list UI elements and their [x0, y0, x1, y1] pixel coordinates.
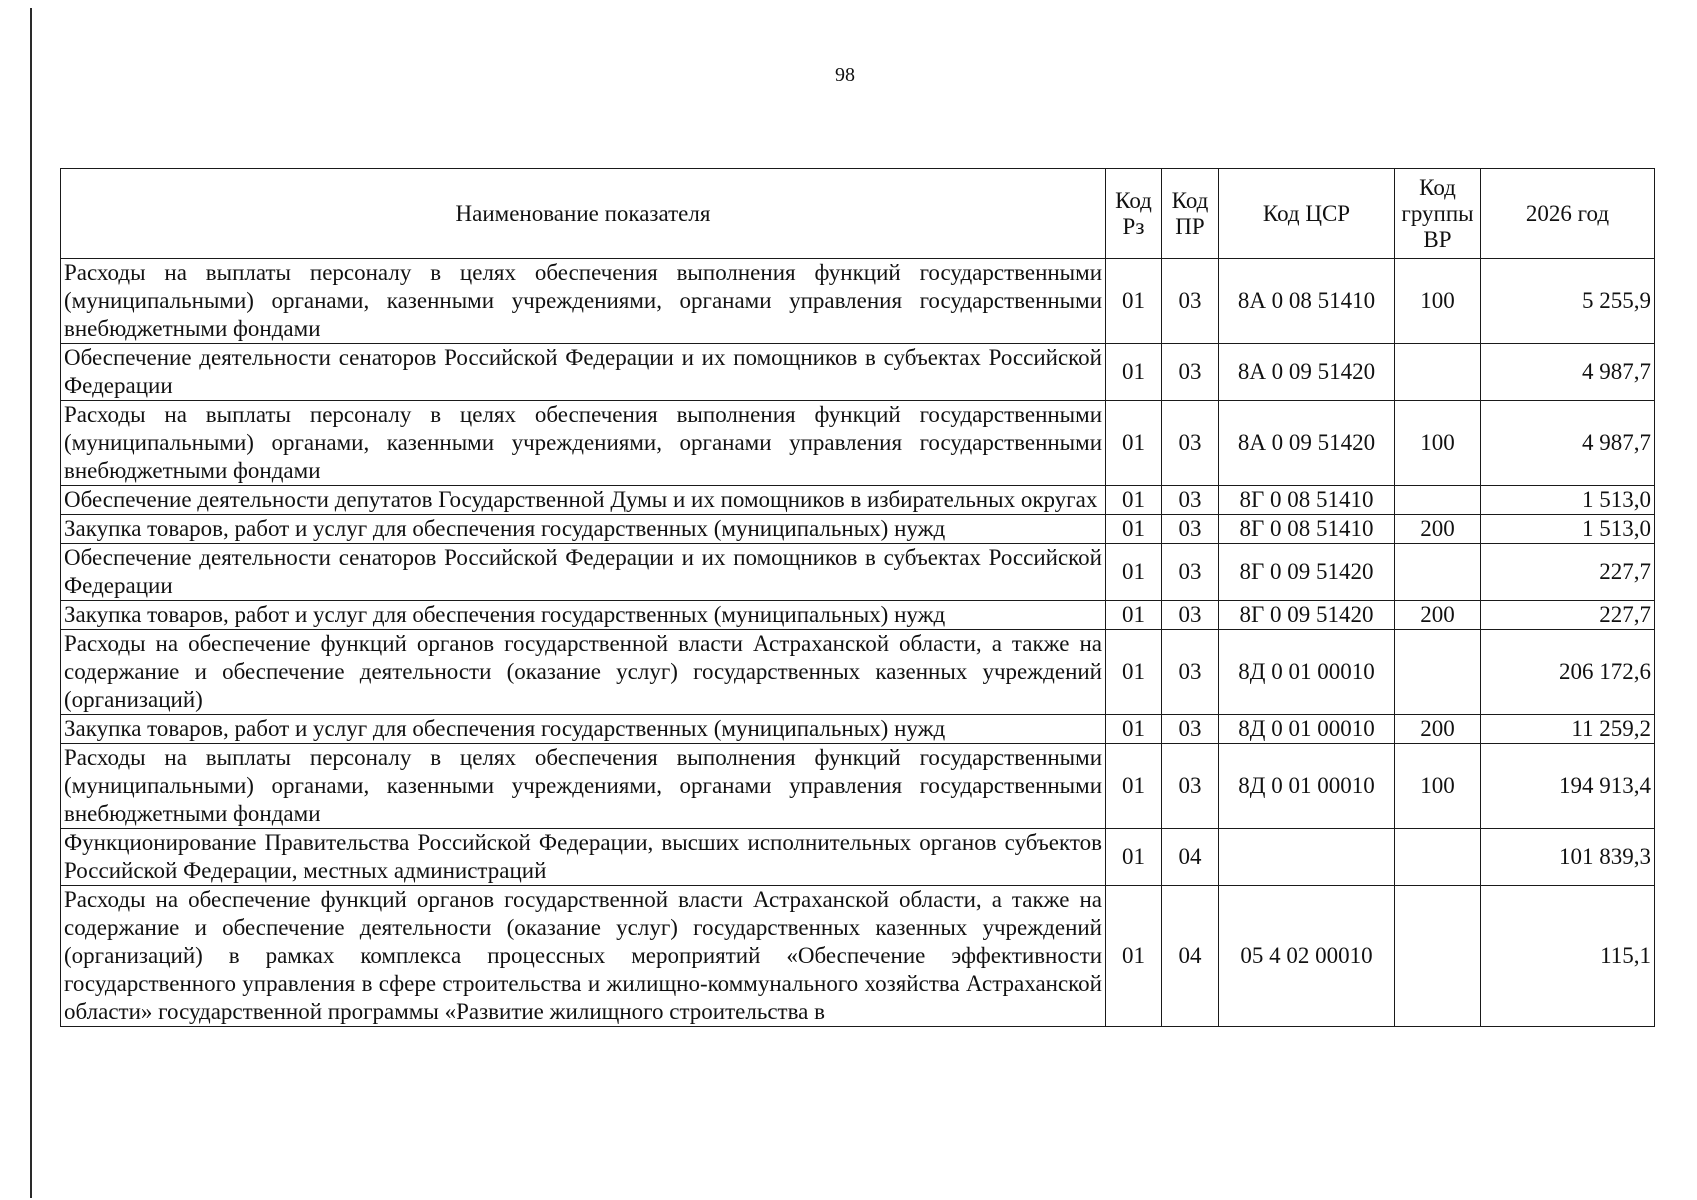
cell-sum: 1 513,0 [1481, 486, 1655, 515]
table-row [61, 744, 1655, 829]
cell-rz: 01 [1106, 630, 1162, 715]
cell-csr: 8А 0 09 51420 [1219, 401, 1395, 486]
table-row [61, 515, 1655, 544]
cell-vr: 100 [1395, 259, 1481, 344]
cell-pr: 03 [1162, 344, 1219, 401]
cell-sum: 206 172,6 [1481, 630, 1655, 715]
cell-name: Обеспечение деятельности сенаторов Российской Федерации и их помощников в субъектах Российской Федерации [61, 544, 1106, 601]
cell-pr: 04 [1162, 886, 1219, 1027]
cell-rz: 01 [1106, 744, 1162, 829]
cell-csr: 8Г 0 09 51420 [1219, 601, 1395, 630]
cell-name: Закупка товаров, работ и услуг для обеспечения государственных (муниципальных) нужд [61, 715, 1106, 744]
cell-name: Функционирование Правительства Российской Федерации, высших исполнительных органов субъектов Российской Федерации, местных администраций [61, 829, 1106, 886]
cell-pr: 03 [1162, 259, 1219, 344]
cell-rz: 01 [1106, 259, 1162, 344]
cell-sum: 115,1 [1481, 886, 1655, 1027]
cell-pr: 03 [1162, 715, 1219, 744]
table-row [61, 886, 1655, 1027]
cell-sum: 1 513,0 [1481, 515, 1655, 544]
cell-sum: 4 987,7 [1481, 401, 1655, 486]
cell-vr [1395, 630, 1481, 715]
cell-name: Обеспечение деятельности депутатов Государственной Думы и их помощников в избирательных округах [61, 486, 1106, 515]
cell-name: Расходы на выплаты персоналу в целях обеспечения выполнения функций государственными (муниципальными) органами, казенными учреждениями, органами управления государственными внебюджетными фондами [61, 401, 1106, 486]
table-row [61, 486, 1655, 515]
cell-csr: 8Д 0 01 00010 [1219, 630, 1395, 715]
table-row [61, 630, 1655, 715]
cell-vr [1395, 886, 1481, 1027]
cell-csr: 8Д 0 01 00010 [1219, 744, 1395, 829]
cell-vr: 200 [1395, 515, 1481, 544]
table-row [61, 401, 1655, 486]
cell-name: Расходы на обеспечение функций органов государственной власти Астраханской области, а также на содержание и обеспечение деятельности (оказание услуг) государственных казенных учреждений (организаций) [61, 630, 1106, 715]
header-rz: Код Рз [1106, 169, 1162, 259]
table-row [61, 544, 1655, 601]
cell-pr: 03 [1162, 401, 1219, 486]
cell-pr: 03 [1162, 601, 1219, 630]
cell-rz: 01 [1106, 515, 1162, 544]
cell-rz: 01 [1106, 486, 1162, 515]
cell-pr: 03 [1162, 544, 1219, 601]
cell-sum: 5 255,9 [1481, 259, 1655, 344]
table-header-row [61, 169, 1655, 259]
cell-vr [1395, 829, 1481, 886]
cell-sum: 227,7 [1481, 601, 1655, 630]
cell-vr: 100 [1395, 744, 1481, 829]
cell-csr: 8А 0 08 51410 [1219, 259, 1395, 344]
cell-sum: 227,7 [1481, 544, 1655, 601]
cell-sum: 194 913,4 [1481, 744, 1655, 829]
cell-vr: 200 [1395, 601, 1481, 630]
header-pr: Код ПР [1162, 169, 1219, 259]
cell-csr: 05 4 02 00010 [1219, 886, 1395, 1027]
cell-csr: 8А 0 09 51420 [1219, 344, 1395, 401]
cell-csr: 8Г 0 08 51410 [1219, 515, 1395, 544]
cell-name: Закупка товаров, работ и услуг для обеспечения государственных (муниципальных) нужд [61, 515, 1106, 544]
cell-rz: 01 [1106, 829, 1162, 886]
cell-name: Расходы на выплаты персоналу в целях обеспечения выполнения функций государственными (муниципальными) органами, казенными учреждениями, органами управления государственными внебюджетными фондами [61, 744, 1106, 829]
cell-vr: 100 [1395, 401, 1481, 486]
table-row [61, 715, 1655, 744]
cell-name: Расходы на выплаты персоналу в целях обеспечения выполнения функций государственными (муниципальными) органами, казенными учреждениями, органами управления государственными внебюджетными фондами [61, 259, 1106, 344]
cell-rz: 01 [1106, 344, 1162, 401]
cell-pr: 04 [1162, 829, 1219, 886]
table-row [61, 601, 1655, 630]
header-year: 2026 год [1481, 169, 1655, 259]
cell-rz: 01 [1106, 715, 1162, 744]
cell-rz: 01 [1106, 601, 1162, 630]
cell-pr: 03 [1162, 515, 1219, 544]
cell-csr: 8Г 0 09 51420 [1219, 544, 1395, 601]
cell-csr: 8Д 0 01 00010 [1219, 715, 1395, 744]
cell-name: Обеспечение деятельности сенаторов Российской Федерации и их помощников в субъектах Российской Федерации [61, 344, 1106, 401]
page-number: 98 [835, 64, 855, 86]
cell-sum: 11 259,2 [1481, 715, 1655, 744]
cell-name: Расходы на обеспечение функций органов государственной власти Астраханской области, а также на содержание и обеспечение деятельности (оказание услуг) государственных казенных учреждений (организаций) в рамках комплекса процессных мероприятий «Обеспечение эффективности государственного управления в сфере строительства и жилищно-коммунального хозяйства Астраханской области» государственной программы «Развитие жилищного строительства в [61, 886, 1106, 1027]
header-vr: Код группы ВР [1395, 169, 1481, 259]
cell-csr [1219, 829, 1395, 886]
cell-name: Закупка товаров, работ и услуг для обеспечения государственных (муниципальных) нужд [61, 601, 1106, 630]
cell-csr: 8Г 0 08 51410 [1219, 486, 1395, 515]
cell-rz: 01 [1106, 401, 1162, 486]
table-row [61, 829, 1655, 886]
cell-sum: 4 987,7 [1481, 344, 1655, 401]
table-row [61, 344, 1655, 401]
cell-pr: 03 [1162, 630, 1219, 715]
header-csr: Код ЦСР [1219, 169, 1395, 259]
cell-sum: 101 839,3 [1481, 829, 1655, 886]
cell-pr: 03 [1162, 744, 1219, 829]
cell-vr [1395, 544, 1481, 601]
table-row [61, 259, 1655, 344]
cell-rz: 01 [1106, 886, 1162, 1027]
page-binding-line [30, 8, 32, 1198]
cell-vr [1395, 486, 1481, 515]
cell-vr [1395, 344, 1481, 401]
budget-table [60, 168, 1655, 1027]
cell-vr: 200 [1395, 715, 1481, 744]
cell-rz: 01 [1106, 544, 1162, 601]
cell-pr: 03 [1162, 486, 1219, 515]
header-name: Наименование показателя [61, 169, 1106, 259]
